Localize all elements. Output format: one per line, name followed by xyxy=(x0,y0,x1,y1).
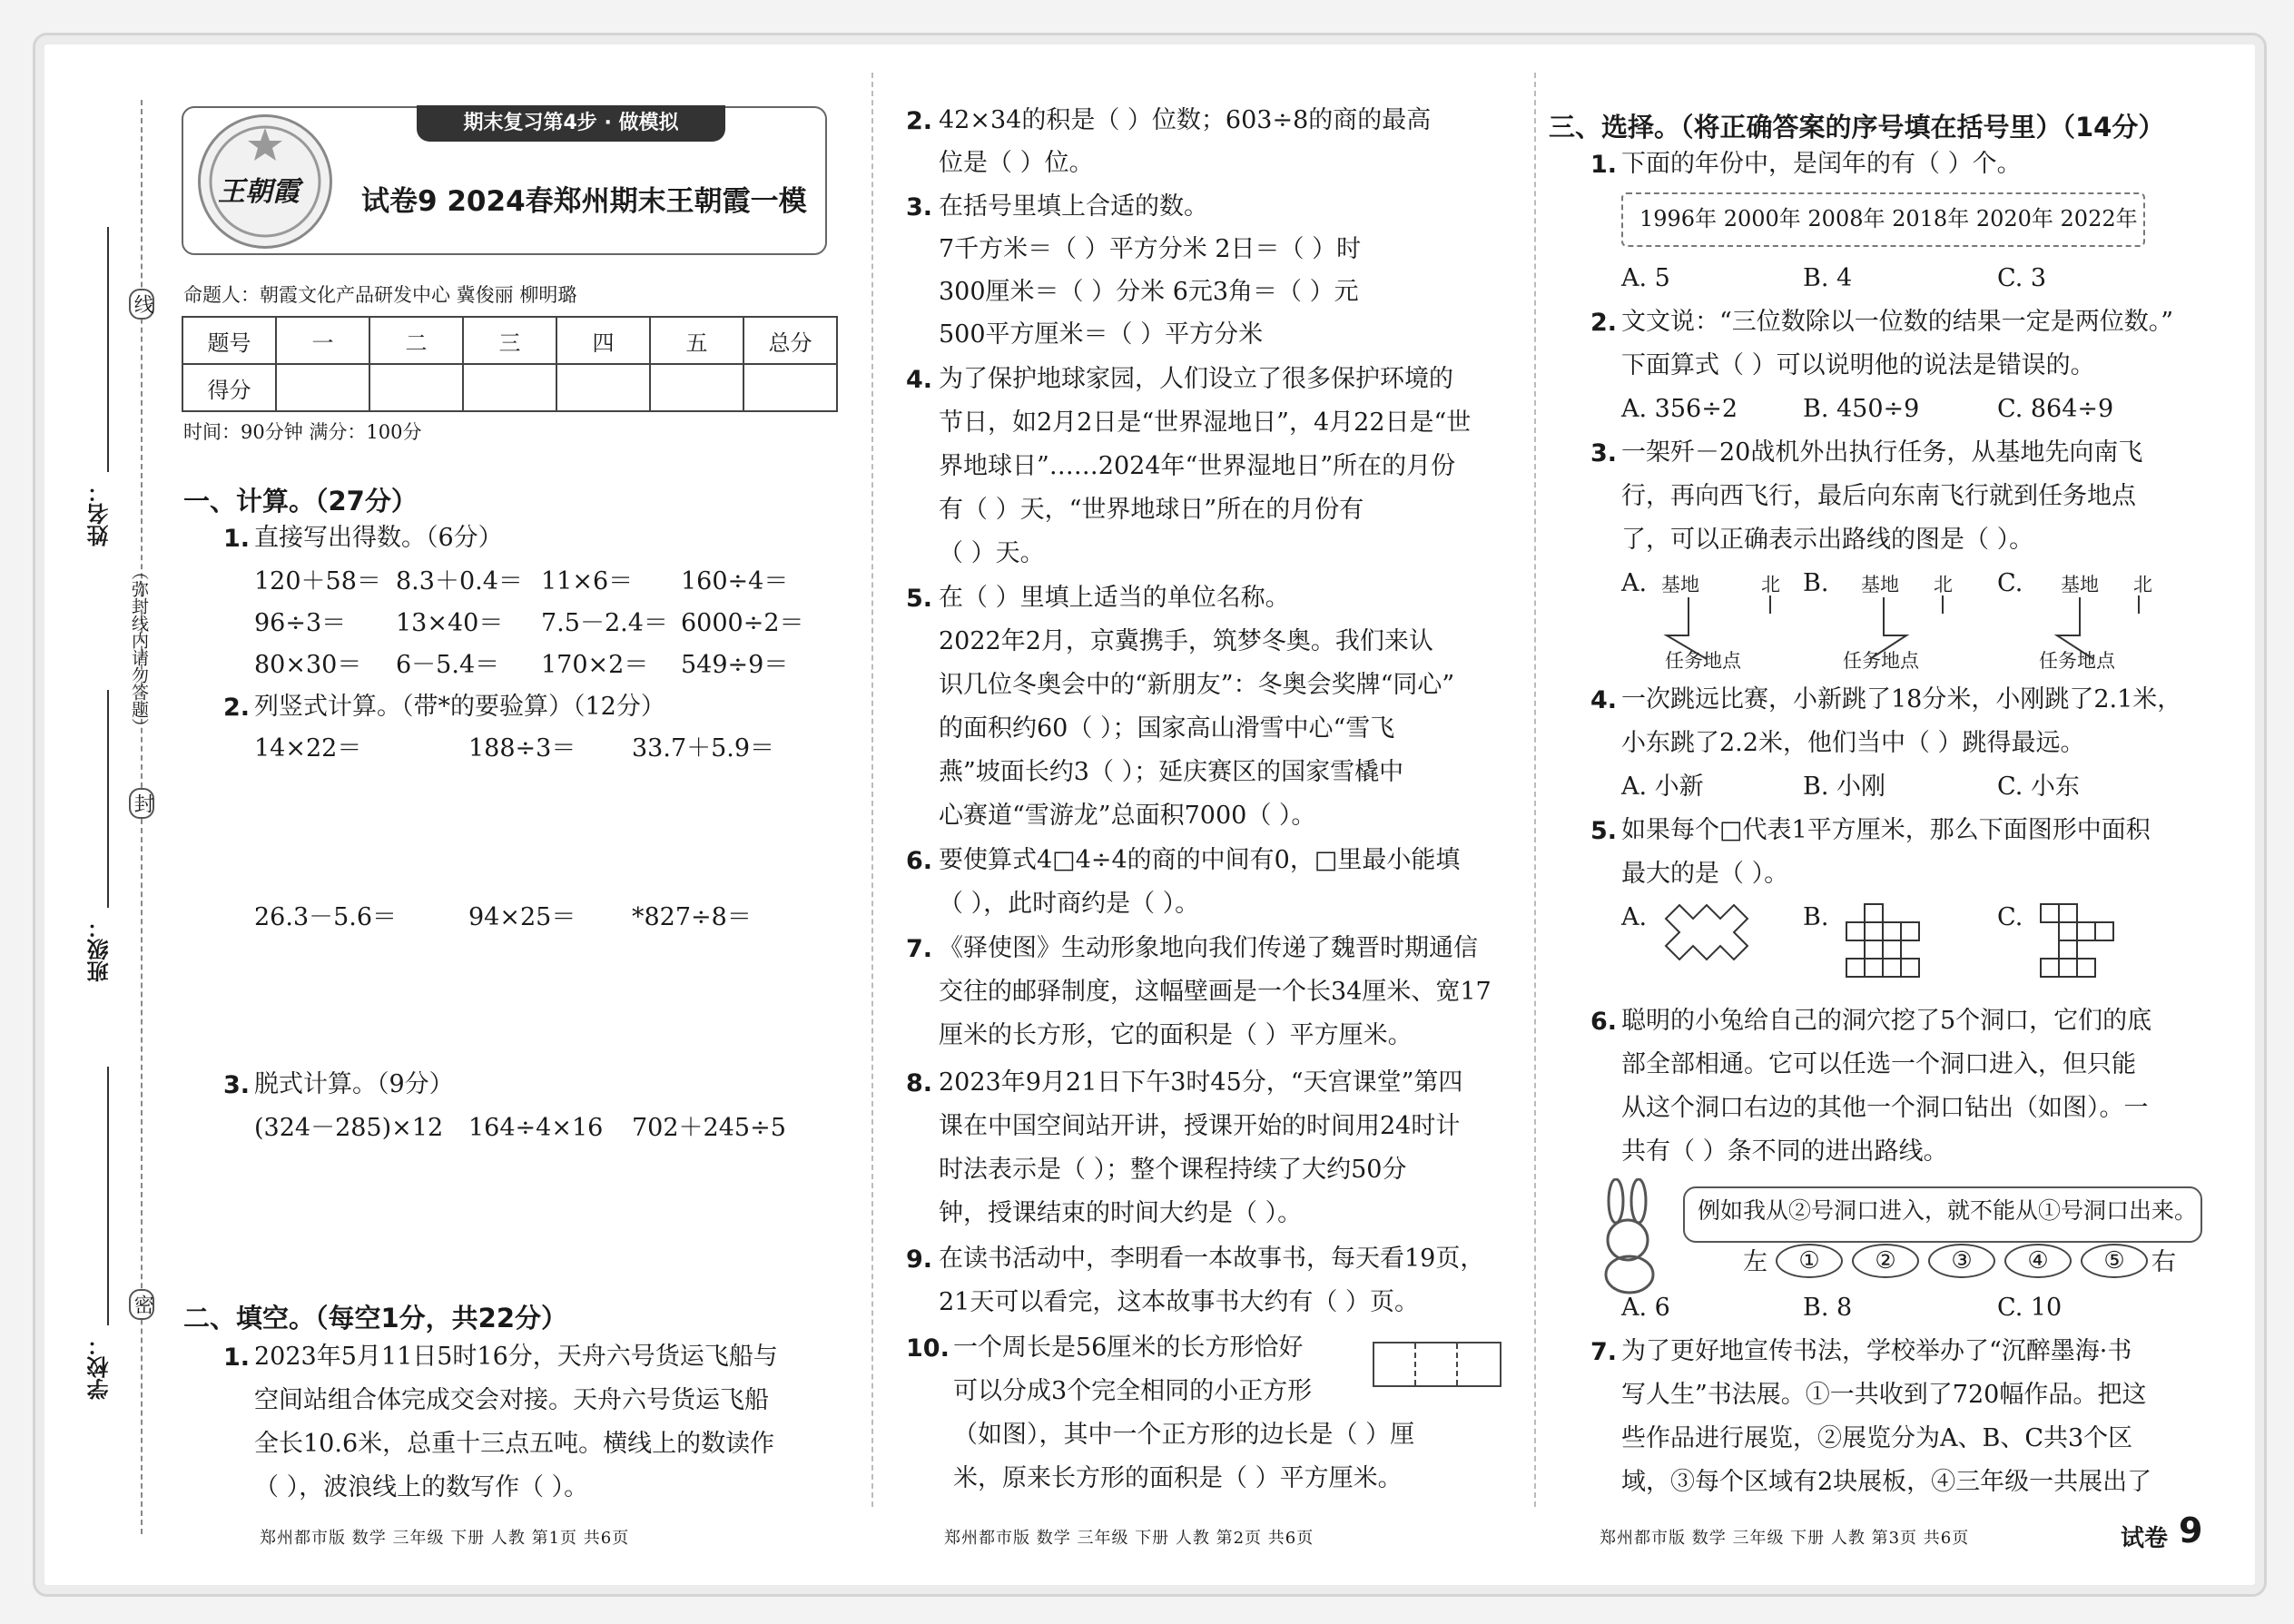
side-name-line[interactable] xyxy=(107,227,109,472)
side-line-mark: 线 xyxy=(129,289,154,320)
option[interactable]: B. xyxy=(1803,903,1829,931)
side-class-label: 班级： xyxy=(87,917,113,982)
calc-item: 6－5.4＝ xyxy=(396,651,500,679)
stepwise-calc-item: 164÷4×16 xyxy=(468,1114,604,1142)
option[interactable]: B. 4 xyxy=(1803,264,1853,292)
years-list: 1996年 2000年 2008年 2018年 2020年 2022年 xyxy=(1639,206,2138,231)
s2-q3-num: 3. xyxy=(906,193,933,221)
section1-title: 一、计算。（27分） xyxy=(183,486,418,517)
vertical-calc-item: 33.7＋5.9＝ xyxy=(632,734,775,763)
calc-item: 6000÷2＝ xyxy=(681,609,804,637)
vertical-calc-item: 188÷3＝ xyxy=(468,734,576,763)
option[interactable]: B. xyxy=(1803,569,1829,597)
hole-5: ⑤ xyxy=(2081,1244,2148,1278)
score-table xyxy=(182,316,838,412)
s2-q10-line: 一个周长是56厘米的长方形恰好 xyxy=(953,1334,1304,1362)
section3-title: 三、选择。（将正确答案的序号填在括号里）（14分） xyxy=(1549,112,2165,143)
rabbit-illustration xyxy=(1584,1178,1675,1296)
s2-q10-line: （如图），其中一个正方形的边长是（ ）厘 xyxy=(953,1421,1415,1449)
s3-q2-line: 下面算式（ ）可以说明他的说法是错误的。 xyxy=(1621,351,2095,379)
s2-q5-line: 燕”坡面长约3（ ）；延庆赛区的国家雪橇中 xyxy=(939,758,1404,786)
s2-q8-num: 8. xyxy=(906,1069,933,1097)
score-header-cell: 题号 xyxy=(182,317,276,364)
s2-q9-line: 在读书活动中，李明看一本故事书，每天看19页， xyxy=(939,1245,1485,1273)
s2-q1-line: 2023年5月11日5时16分，天舟六号货运飞船与 xyxy=(254,1343,778,1371)
option[interactable]: A. 5 xyxy=(1621,264,1670,292)
column-divider xyxy=(871,73,873,1507)
calc-item: 96÷3＝ xyxy=(254,609,347,637)
time-info: 时间：90分钟 满分：100分 xyxy=(183,421,422,443)
s2-q4-line: 节日，如2月2日是“世界湿地日”，4月22日是“世 xyxy=(939,408,1472,437)
score-input-cell[interactable] xyxy=(369,364,463,411)
s3-q7-num: 7. xyxy=(1590,1338,1618,1366)
option[interactable]: A. xyxy=(1621,903,1648,931)
s3-q7-line: 域，③每个区域有2块展板，④三年级一共展出了 xyxy=(1621,1468,2152,1496)
north-label: 北 xyxy=(1761,574,1780,595)
s2-q6-num: 6. xyxy=(906,847,933,875)
option[interactable]: A. xyxy=(1621,569,1648,597)
s3-q5-line: 如果每个□代表1平方厘米，那么下面图形中面积 xyxy=(1621,816,2151,844)
s3-q2-line: 文文说：“三位数除以一位数的结果一定是两位数。” xyxy=(1621,308,2174,336)
option[interactable]: C. 3 xyxy=(1997,264,2047,292)
page-footer: 郑州都市版 数学 三年级 下册 人教 第2页 共6页 xyxy=(944,1529,1314,1548)
review-step-tag: 期末复习第4步 · 做模拟 xyxy=(417,105,725,142)
option[interactable]: B. 8 xyxy=(1803,1294,1853,1322)
hole-2: ② xyxy=(1852,1244,1919,1278)
s3-q4-line: 小东跳了2.2米，他们当中（ ）跳得最远。 xyxy=(1621,729,2085,757)
s3-q3-line: 行，再向西飞行，最后向东南飞行就到任务地点 xyxy=(1621,482,2136,510)
s2-q5-line: 在（ ）里填上适当的单位名称。 xyxy=(939,584,1290,612)
s3-q5-num: 5. xyxy=(1590,817,1618,845)
calc-item: 8.3＋0.4＝ xyxy=(396,567,523,595)
target-label: 任务地点 xyxy=(2039,650,2115,672)
s1-q3-text: 脱式计算。（9分） xyxy=(254,1070,454,1098)
target-label: 任务地点 xyxy=(1843,650,1919,672)
score-input-cell[interactable] xyxy=(276,364,369,411)
s2-q10-line: 可以分成3个完全相同的小正方形 xyxy=(953,1377,1313,1405)
paper-number: 9 xyxy=(2179,1511,2203,1550)
s3-q6-line: 部全部相通。它可以任选一个洞口进入，但只能 xyxy=(1621,1050,2136,1078)
s2-q4-line: 为了保护地球家园，人们设立了很多保护环境的 xyxy=(939,365,1453,393)
s2-q5-num: 5. xyxy=(906,585,933,613)
hole-1: ① xyxy=(1776,1244,1843,1278)
s2-q4-num: 4. xyxy=(906,366,933,394)
s2-q4-line: 界地球日”……2024年“世界湿地日”所在的月份 xyxy=(939,452,1456,480)
option[interactable]: C. xyxy=(1997,903,2023,931)
s3-q7-line: 些作品进行展览，②展览分为A、B、C共3个区 xyxy=(1621,1424,2133,1452)
s2-q1-num: 1. xyxy=(223,1343,251,1372)
side-name-label: 姓名： xyxy=(87,481,113,546)
s1-q2-text: 列竖式计算。（带*的要验算）（12分） xyxy=(254,693,665,721)
side-dense-mark: 密 xyxy=(129,1289,154,1320)
paper-label: 试卷 xyxy=(2121,1525,2169,1552)
s3-q7-line: 为了更好地宣传书法，学校举办了“沉醉墨海·书 xyxy=(1621,1337,2132,1365)
bubble-text: 例如我从②号洞口进入，就不能从①号洞口出来。 xyxy=(1698,1197,2198,1224)
score-header-cell: 总分 xyxy=(743,317,837,364)
page-footer: 郑州都市版 数学 三年级 下册 人教 第1页 共6页 xyxy=(260,1529,630,1548)
shape-b-figure xyxy=(1843,901,1952,991)
s2-q8-line: 课在中国空间站开讲，授课开始的时间用24时计 xyxy=(939,1112,1461,1140)
s3-q3-line: 了，可以正确表示出路线的图是（ ）。 xyxy=(1621,526,2034,554)
s2-q3-line: 300厘米＝（ ）分米 6元3角＝（ ）元 xyxy=(939,278,1359,306)
calc-item: 549÷9＝ xyxy=(681,651,789,679)
base-label: 基地 xyxy=(2061,574,2099,595)
base-label: 基地 xyxy=(1861,574,1899,595)
shape-a-figure xyxy=(1661,901,1761,964)
s3-q2-num: 2. xyxy=(1590,309,1618,337)
calc-item: 160÷4＝ xyxy=(681,567,789,595)
route-diagram-b xyxy=(1843,590,1988,672)
calc-item: 120＋58＝ xyxy=(254,567,381,595)
s1-q1-text: 直接写出得数。（6分） xyxy=(254,524,503,552)
s2-q6-line: （ ），此时商约是（ ）。 xyxy=(939,890,1200,918)
s2-q5-line: 的面积约60（ ）；国家高山滑雪中心“雪飞 xyxy=(939,714,1395,743)
s2-q7-line: 《驿使图》生动形象地向我们传递了魏晋时期通信 xyxy=(939,934,1478,962)
route-diagram-a xyxy=(1661,590,1807,672)
s2-q7-num: 7. xyxy=(906,935,933,963)
option[interactable]: A. 小新 xyxy=(1621,773,1704,801)
three-squares-figure xyxy=(1373,1342,1501,1387)
s2-q1-line: 全长10.6米，总重十三点五吨。横线上的数读作 xyxy=(254,1430,775,1458)
s3-q3-num: 3. xyxy=(1590,439,1618,468)
s3-q6-line: 共有（ ）条不同的进出路线。 xyxy=(1621,1137,1948,1166)
s2-q3-line: 在括号里填上合适的数。 xyxy=(939,192,1208,221)
hole-3: ③ xyxy=(1928,1244,1995,1278)
option[interactable]: A. 356÷2 xyxy=(1621,395,1738,423)
score-input-cell[interactable] xyxy=(743,364,837,411)
s3-q6-num: 6. xyxy=(1590,1008,1618,1036)
calc-item: 170×2＝ xyxy=(541,651,649,679)
s3-q4-num: 4. xyxy=(1590,686,1618,714)
score-row-label: 得分 xyxy=(182,364,276,411)
option[interactable]: A. 6 xyxy=(1621,1294,1670,1322)
s3-q1-text: 下面的年份中，是闰年的有（ ）个。 xyxy=(1621,150,2022,178)
s2-q2-num: 2. xyxy=(906,107,933,135)
calc-item: 80×30＝ xyxy=(254,651,362,679)
s2-q4-line: 有（ ）天，“世界地球日”所在的月份有 xyxy=(939,496,1364,524)
s3-q5-line: 最大的是（ ）。 xyxy=(1621,860,1789,888)
s3-q1-num: 1. xyxy=(1590,151,1618,179)
s2-q9-num: 9. xyxy=(906,1245,933,1274)
holes-row xyxy=(1776,1244,2157,1278)
vertical-calc-item: 26.3－5.6＝ xyxy=(254,903,398,931)
score-input-cell[interactable] xyxy=(650,364,743,411)
option[interactable]: C. 小东 xyxy=(1997,773,2080,801)
side-school-label: 学校： xyxy=(87,1334,113,1400)
page-footer: 郑州都市版 数学 三年级 下册 人教 第3页 共6页 xyxy=(1600,1529,1970,1548)
s1-q2-num: 2. xyxy=(223,694,251,722)
right-label: 右 xyxy=(2151,1248,2176,1276)
s2-q2-line: 42×34的积是（ ）位数；603÷8的商的最高 xyxy=(939,106,1432,134)
s2-q9-line: 21天可以看完，这本故事书大约有（ ）页。 xyxy=(939,1288,1419,1316)
s2-q1-line: 空间站组合体完成交会对接。天舟六号货运飞船 xyxy=(254,1386,769,1414)
score-header-cell: 二 xyxy=(369,317,463,364)
base-label: 基地 xyxy=(1661,574,1699,595)
score-input-cell[interactable] xyxy=(556,364,650,411)
s2-q5-line: 2022年2月，京冀携手，筑梦冬奥。我们来认 xyxy=(939,627,1433,655)
s2-q4-line: （ ）天。 xyxy=(939,539,1045,567)
calc-item: 7.5－2.4＝ xyxy=(541,609,668,637)
calc-item: 11×6＝ xyxy=(541,567,634,595)
left-label: 左 xyxy=(1743,1248,1767,1276)
s2-q10-line: 米，原来长方形的面积是（ ）平方厘米。 xyxy=(953,1464,1403,1492)
option[interactable]: C. 864÷9 xyxy=(1997,395,2114,423)
s2-q5-line: 心赛道“雪游龙”总面积7000（ ）。 xyxy=(939,802,1316,830)
s2-q8-line: 2023年9月21日下午3时45分，“天宫课堂”第四 xyxy=(939,1068,1463,1097)
section2-title: 二、填空。（每空1分，共22分） xyxy=(183,1303,568,1334)
vertical-calc-item: *827÷8＝ xyxy=(632,903,752,931)
side-notice: （弥封线内请勿答题） xyxy=(129,563,149,735)
target-label: 任务地点 xyxy=(1665,650,1741,672)
vertical-calc-item: 94×25＝ xyxy=(468,903,576,931)
north-label: 北 xyxy=(1934,574,1953,595)
s2-q7-line: 交往的邮驿制度，这幅壁画是一个长34厘米、宽17 xyxy=(939,978,1492,1006)
column-divider xyxy=(1534,73,1536,1507)
score-header-cell: 三 xyxy=(463,317,556,364)
north-label: 北 xyxy=(2133,574,2152,595)
s2-q5-line: 识几位冬奥会中的“新朋友”：冬奥会奖牌“同心” xyxy=(939,671,1455,699)
calc-item: 13×40＝ xyxy=(396,609,504,637)
publisher-logo-text: 王朝霞 xyxy=(218,176,300,208)
s2-q3-line: 7千方米＝（ ）平方分米 2日＝（ ）时 xyxy=(939,235,1362,263)
score-header-cell: 四 xyxy=(556,317,650,364)
s3-q3-line: 一架歼－20战机外出执行任务，从基地先向南飞 xyxy=(1621,438,2143,467)
s1-q1-num: 1. xyxy=(223,525,251,553)
exam-title: 试卷9 2024春郑州期末王朝霞一模 xyxy=(361,185,807,218)
s3-q6-line: 从这个洞口右边的其他一个洞口钻出（如图）。一 xyxy=(1621,1094,2149,1122)
score-header-cell: 一 xyxy=(276,317,369,364)
s2-q3-line: 500平方厘米＝（ ）平方分米 xyxy=(939,320,1264,349)
option[interactable]: C. 10 xyxy=(1997,1294,2063,1322)
vertical-calc-item: 14×22＝ xyxy=(254,734,362,763)
s1-q3-num: 3. xyxy=(223,1071,251,1099)
s3-q6-line: 聪明的小兔给自己的洞穴挖了5个洞口，它们的底 xyxy=(1621,1007,2152,1035)
option[interactable]: B. 小刚 xyxy=(1803,773,1886,801)
s2-q7-line: 厘米的长方形，它的面积是（ ）平方厘米。 xyxy=(939,1021,1413,1049)
hole-4: ④ xyxy=(2004,1244,2072,1278)
s2-q1-line: （ ），波浪线上的数写作（ ）。 xyxy=(254,1473,589,1501)
shape-c-figure xyxy=(2037,901,2146,991)
s2-q8-line: 钟，授课结束的时间大约是（ ）。 xyxy=(939,1199,1303,1227)
option[interactable]: B. 450÷9 xyxy=(1803,395,1920,423)
s2-q2-line: 位是（ ）位。 xyxy=(939,149,1094,177)
s2-q6-line: 要使算式4□4÷4的商的中间有0，□里最小能填 xyxy=(939,846,1461,874)
side-school-line[interactable] xyxy=(107,1067,109,1325)
route-diagram-c xyxy=(2039,590,2184,672)
score-header-cell: 五 xyxy=(650,317,743,364)
s3-q4-line: 一次跳远比赛，小新跳了18分米，小刚跳了2.1米， xyxy=(1621,685,2182,714)
s3-q7-line: 写人生”书法展。①一共收到了720幅作品。把这 xyxy=(1621,1381,2147,1409)
s2-q10-num: 10. xyxy=(906,1334,950,1363)
stepwise-calc-item: (324－285)×12 xyxy=(254,1114,444,1142)
s2-q8-line: 时法表示是（ ）；整个课程持续了大约50分 xyxy=(939,1156,1407,1184)
stepwise-calc-item: 702＋245÷5 xyxy=(632,1114,786,1142)
side-seal-mark: 封 xyxy=(129,788,154,819)
side-class-line[interactable] xyxy=(107,690,109,908)
score-input-cell[interactable] xyxy=(463,364,556,411)
option[interactable]: C. xyxy=(1997,569,2023,597)
authors: 命题人：朝霞文化产品研发中心 冀俊丽 柳明璐 xyxy=(183,284,577,306)
